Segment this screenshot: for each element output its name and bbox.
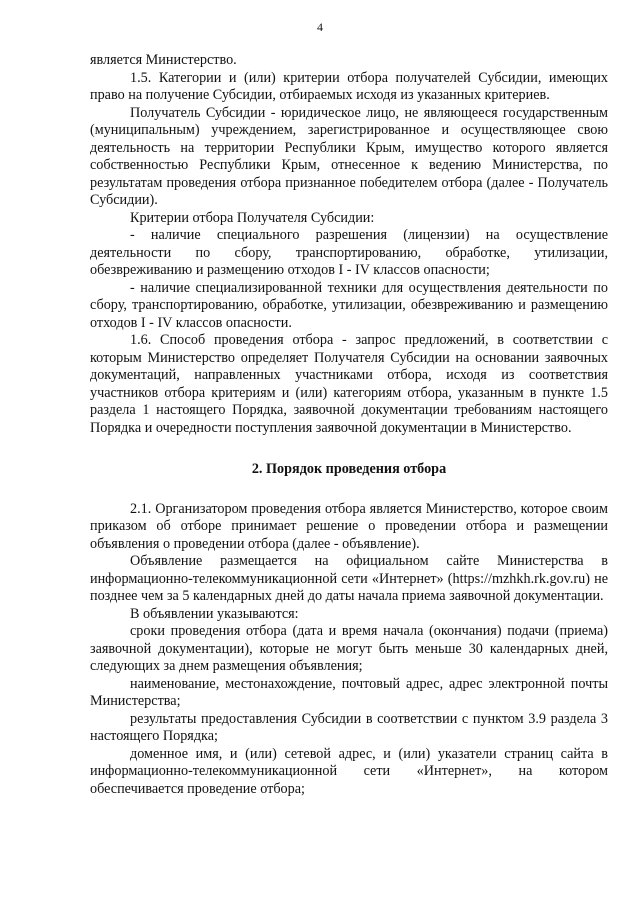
paragraph-deadlines: сроки проведения отбора (дата и время начала (окончания) подачи (приема) заявочной документации), которые не могут быть меньше 30 календарных дней, следующих за днем размещения объявления; xyxy=(90,623,608,674)
paragraph-recipient-definition: Получатель Субсидии - юридическое лицо, не являющееся государственным (муниципальным) учреждением, зарегистрированное и осуществляющее свою деятельность на территории Республики Крым, имущество которого является собственностью Республики Крым, отнесенное к ведению Министерства, по результатам проведения отбора признанное победителем отбора (далее - Получатель Субсидии). xyxy=(90,104,608,208)
section-heading: 2. Порядок проведения отбора xyxy=(251,461,447,477)
paragraph-ministry-contacts: наименование, местонахождение, почтовый адрес, адрес электронной почты Министерства; xyxy=(90,675,608,709)
paragraph-subsidy-results: результаты предоставления Субсидии в соответствии с пунктом 3.9 раздела 3 настоящего Порядка; xyxy=(90,710,608,744)
paragraph-domain-name: доменное имя, и (или) сетевой адрес, и (или) указатели страниц сайта в информационно-телекоммуникационной сети «Интернет», на котором обеспечивается проведение отбора; xyxy=(90,745,608,797)
paragraph-announcement-placement: Объявление размещается на официальном сайте Министерства в информационно-телекоммуникационной сети «Интернет» (https://mzhkh.rk.gov.ru) не позднее чем за 5 календарных дней до даты начала приема заявочной документации. xyxy=(90,553,608,604)
paragraph-criterion-equipment: - наличие специализированной техники для осуществления деятельности по сбору, транспортированию, обработке, утилизации, обезвреживанию и размещению отходов I - IV классов опасности. xyxy=(90,279,608,331)
paragraph-continuation: является Министерство. xyxy=(90,52,237,68)
document-body xyxy=(90,52,608,798)
paragraph-1-6: 1.6. Способ проведения отбора - запрос предложений, в соответствии с которым Министерство определяет Получателя Субсидии на основании заявочных документаций, направленных участниками отбора, исходя из соответствия участников отбора критериям и (или) категориям отбора, указанным в пункте 1.5 раздела 1 настоящего Порядка, заявочной документации требованиям настоящего Порядка и очередности поступления заявочной документации в Министерство. xyxy=(90,332,608,436)
paragraph-1-5: 1.5. Категории и (или) критерии отбора получателей Субсидии, имеющих право на получение Субсидии, отбираемых исходя из указанных критериев. xyxy=(90,69,608,103)
paragraph-2-1: 2.1. Организатором проведения отбора является Министерство, которое своим приказом об отборе принимает решение о проведении отбора и размещении объявления о проведении отбора (далее - объявление). xyxy=(90,500,608,552)
paragraph-criterion-license: - наличие специального разрешения (лицензии) на осуществление деятельности по сбору, транспортированию, обработке, утилизации, обезвреживанию и размещению отходов I - IV классов опасности; xyxy=(90,227,608,278)
page-number: 4 xyxy=(317,20,323,34)
paragraph-announcement-contents: В объявлении указываются: xyxy=(130,605,299,622)
paragraph-criteria-intro: Критерии отбора Получателя Субсидии: xyxy=(130,209,375,226)
